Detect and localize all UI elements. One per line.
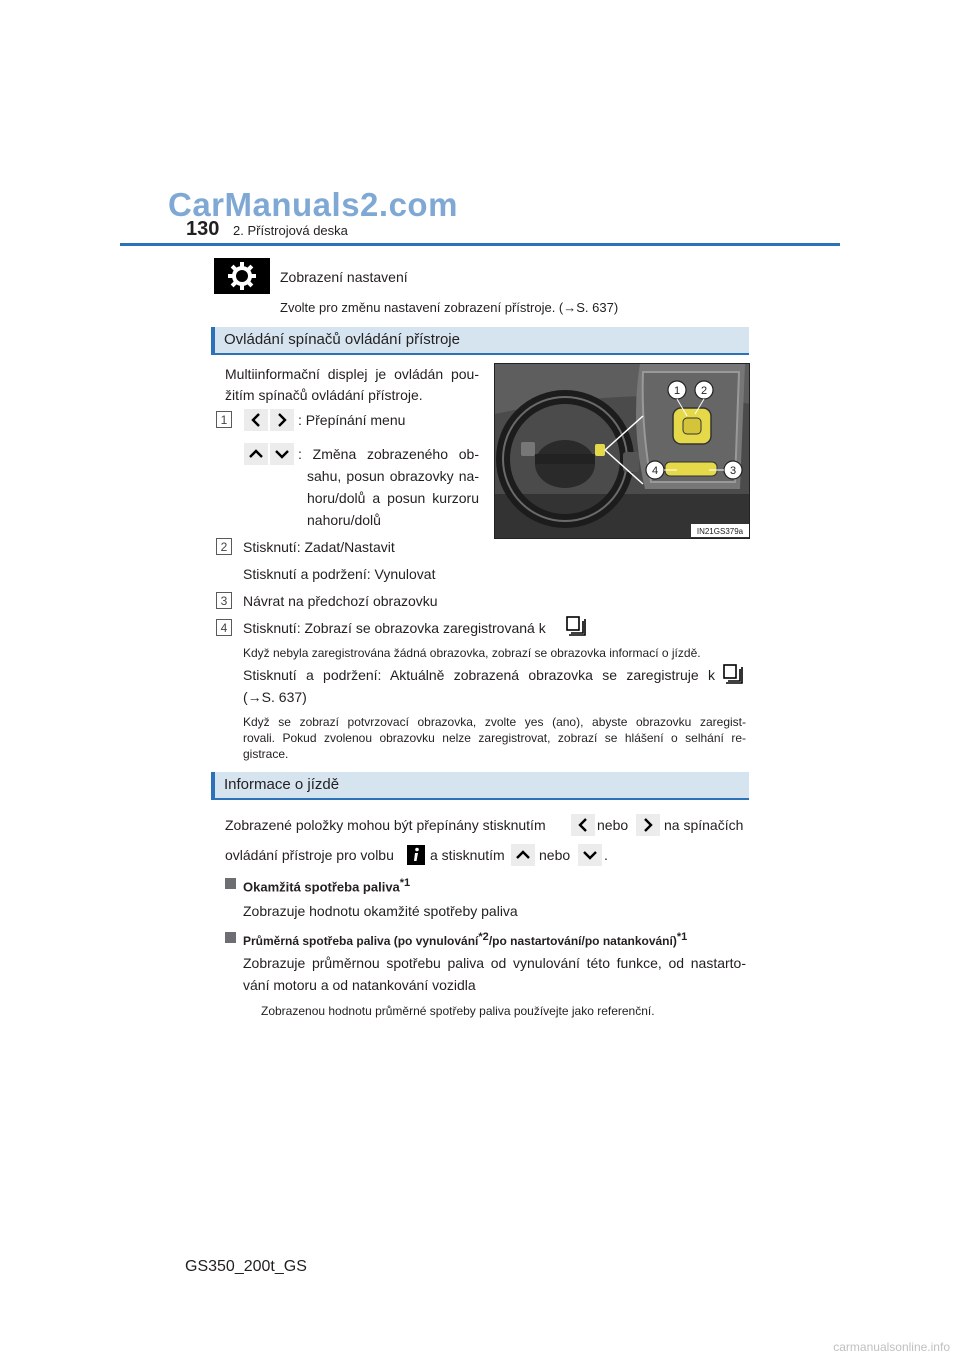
bullet-square-icon: [225, 932, 236, 943]
footnote-ref: *1: [676, 931, 688, 943]
bullet2-line2: vání motoru a od natankování vozidla: [243, 977, 476, 993]
bullet2-note: Zobrazenou hodnotu průměrné spotřeby paliva používejte jako referenční.: [261, 1004, 655, 1018]
chevron-left-icon: [244, 409, 268, 431]
drive-info-line2-c: nebo: [539, 847, 571, 863]
watermark-logo: CarManuals2.com: [168, 186, 458, 223]
drive-info-line2-d: .: [604, 847, 608, 863]
bullet2-title-text: /po nastartování/po natankování): [488, 934, 677, 948]
image-label-3: 3: [729, 465, 737, 477]
chevron-left-icon: [571, 814, 595, 836]
chevron-up-icon: [511, 844, 535, 866]
item-number-2: 2: [216, 538, 232, 555]
item1-text-b-line: nahoru/dolů: [307, 512, 381, 528]
item2-text-a: Stisknutí: Zadat/Nastavit: [243, 539, 395, 555]
intro-line-1: Multiinformační displej je ovládán pou-: [225, 366, 479, 382]
item2-text-b: Stisknutí a podržení: Vynulovat: [243, 566, 436, 582]
bullet2-line1: Zobrazuje průměrnou spotřebu paliva od vynulování této funkce, od nastarto-: [243, 955, 746, 971]
item-number-1: 1: [216, 411, 232, 428]
registered-screen-icon: [723, 664, 743, 689]
item4-ref: (→S. 637): [243, 689, 307, 705]
chevron-down-icon: [578, 844, 602, 866]
image-code: IN21GS379a: [696, 527, 744, 536]
left-right-keys: [244, 409, 294, 431]
item1-text-a: : Přepínání menu: [298, 412, 406, 428]
item4-note2-line: rovali. Pokud zvolenou obrazovku nelze zaregistrovat, zobrazí se hlášení o selhání re-: [243, 731, 746, 745]
chevron-right-icon: [636, 814, 660, 836]
item4-text-b: Stisknutí a podržení: Aktuálně zobrazená obrazovka se zaregistruje k: [243, 667, 715, 683]
info-icon: [407, 845, 425, 865]
section-title: Ovládání spínačů ovládání přístroje: [224, 331, 460, 348]
item4-note2-line: gistrace.: [243, 747, 289, 761]
drive-info-line2-b: a stisknutím: [430, 847, 505, 863]
drive-info-line1-a: Zobrazené položky mohou být přepínány stisknutím: [225, 817, 546, 833]
page-number: 130: [186, 218, 220, 240]
bullet1-text: Zobrazuje hodnotu okamžité spotřeby paliva: [243, 903, 518, 919]
item3-text: Návrat na předchozí obrazovku: [243, 593, 438, 609]
gear-icon: [214, 258, 270, 294]
footer-model-code: GS350_200t_GS: [185, 1258, 307, 1275]
chapter-title: 2. Přístrojová deska: [233, 223, 348, 238]
footnote-ref: *1: [399, 877, 411, 889]
item4-note2-line: Když se zobrazí potvrzovací obrazovka, zvolte yes (ano), abyste obrazovku zaregist-: [243, 715, 746, 729]
drive-info-line2-a: ovládání přístroje pro volbu: [225, 847, 394, 863]
watermark-bottom: carmanualsonline.info: [833, 1340, 950, 1354]
section-header-drive-info: [211, 772, 749, 800]
steering-wheel-image: [494, 363, 750, 539]
bullet1-title-text: Okamžitá spotřeba paliva: [243, 879, 400, 895]
footnote-ref: *2: [478, 931, 489, 943]
chevron-right-icon: [270, 409, 294, 431]
item4-note: Když nebyla zaregistrována žádná obrazovka, zobrazí se obrazovka informací o jízdě.: [243, 646, 701, 660]
image-label-4: 4: [651, 465, 659, 477]
bullet-square-icon: [225, 878, 236, 889]
up-down-keys: [244, 443, 294, 465]
header-rule: [120, 243, 840, 246]
image-label-2: 2: [700, 385, 708, 397]
chevron-up-icon: [244, 443, 268, 465]
bullet1-title: [243, 874, 410, 896]
drive-info-line1-b: nebo: [597, 817, 629, 833]
chevron-down-icon: [270, 443, 294, 465]
registered-screen-icon: [566, 616, 586, 641]
item1-text-b-line: horu/dolů a posun kurzoru: [307, 490, 479, 506]
bullet2-title: [243, 928, 687, 950]
item1-text-b-line: sahu, posun obrazovky na-: [307, 468, 479, 484]
settings-title: Zobrazení nastavení: [280, 269, 408, 285]
item-number-4: 4: [216, 619, 232, 636]
item4-text-a: Stisknutí: Zobrazí se obrazovka zaregistrovaná k: [243, 620, 546, 636]
section-header-controls: [211, 327, 749, 355]
drive-info-line1-c: na spínačích: [664, 817, 744, 833]
item-number-3: 3: [216, 592, 232, 609]
intro-line-2: žitím spínačů ovládání přístroje.: [225, 387, 423, 403]
item1-text-b: : Změna zobrazeného ob-: [298, 446, 479, 462]
bullet2-title-text: Průměrná spotřeba paliva (po vynulování: [243, 934, 479, 948]
section-title: Informace o jízdě: [224, 776, 340, 793]
settings-note: Zvolte pro změnu nastavení zobrazení přístroje. (→S. 637): [280, 300, 619, 315]
image-label-1: 1: [673, 385, 681, 397]
